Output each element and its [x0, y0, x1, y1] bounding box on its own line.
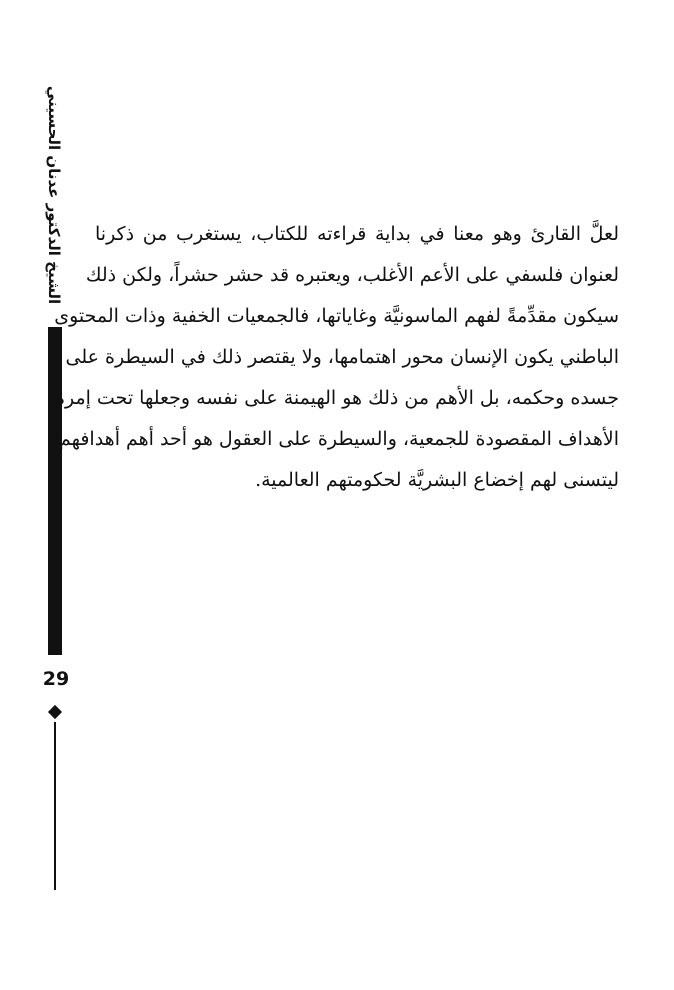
- body-paragraph: [52, 214, 619, 501]
- paragraph-line: جسده وحكمه، بل الأهم من ذلك هو الهيمنة على نفسه وجعلها تحت إمرة: [55, 387, 619, 409]
- page-number: 29: [42, 668, 70, 690]
- paragraph-line: ليتسنى لهم إخضاع البشريَّة لحكومتهم العالمية.: [255, 469, 619, 491]
- paragraph-line: لعنوان فلسفي على الأعم الأغلب، ويعتبره قد حشر حشراً، ولكن ذلك: [85, 264, 619, 286]
- paragraph-line: الأهداف المقصودة للجمعية، والسيطرة على العقول هو أحد أهم أهدافهم؛: [52, 428, 619, 450]
- paragraph-line: الباطني يكون الإنسان محور اهتمامها، ولا يقتصر ذلك في السيطرة على: [65, 346, 619, 368]
- diamond-ornament-icon: [48, 705, 62, 719]
- paragraph-line: لعلَّ القارئ وهو معنا في بداية قراءته للكتاب، يستغرب من ذكرنا: [95, 223, 619, 245]
- paragraph-line: سيكون مقدِّمةً لفهم الماسونيَّة وغاياتها، فالجمعيات الخفية وذات المحتوى: [54, 305, 619, 327]
- running-header-text: الشيخ الدكتور عدنان الحسيني: [45, 85, 63, 305]
- decorative-side-bar: [48, 327, 62, 655]
- running-header: [29, 85, 79, 305]
- decorative-vertical-line: [54, 722, 56, 890]
